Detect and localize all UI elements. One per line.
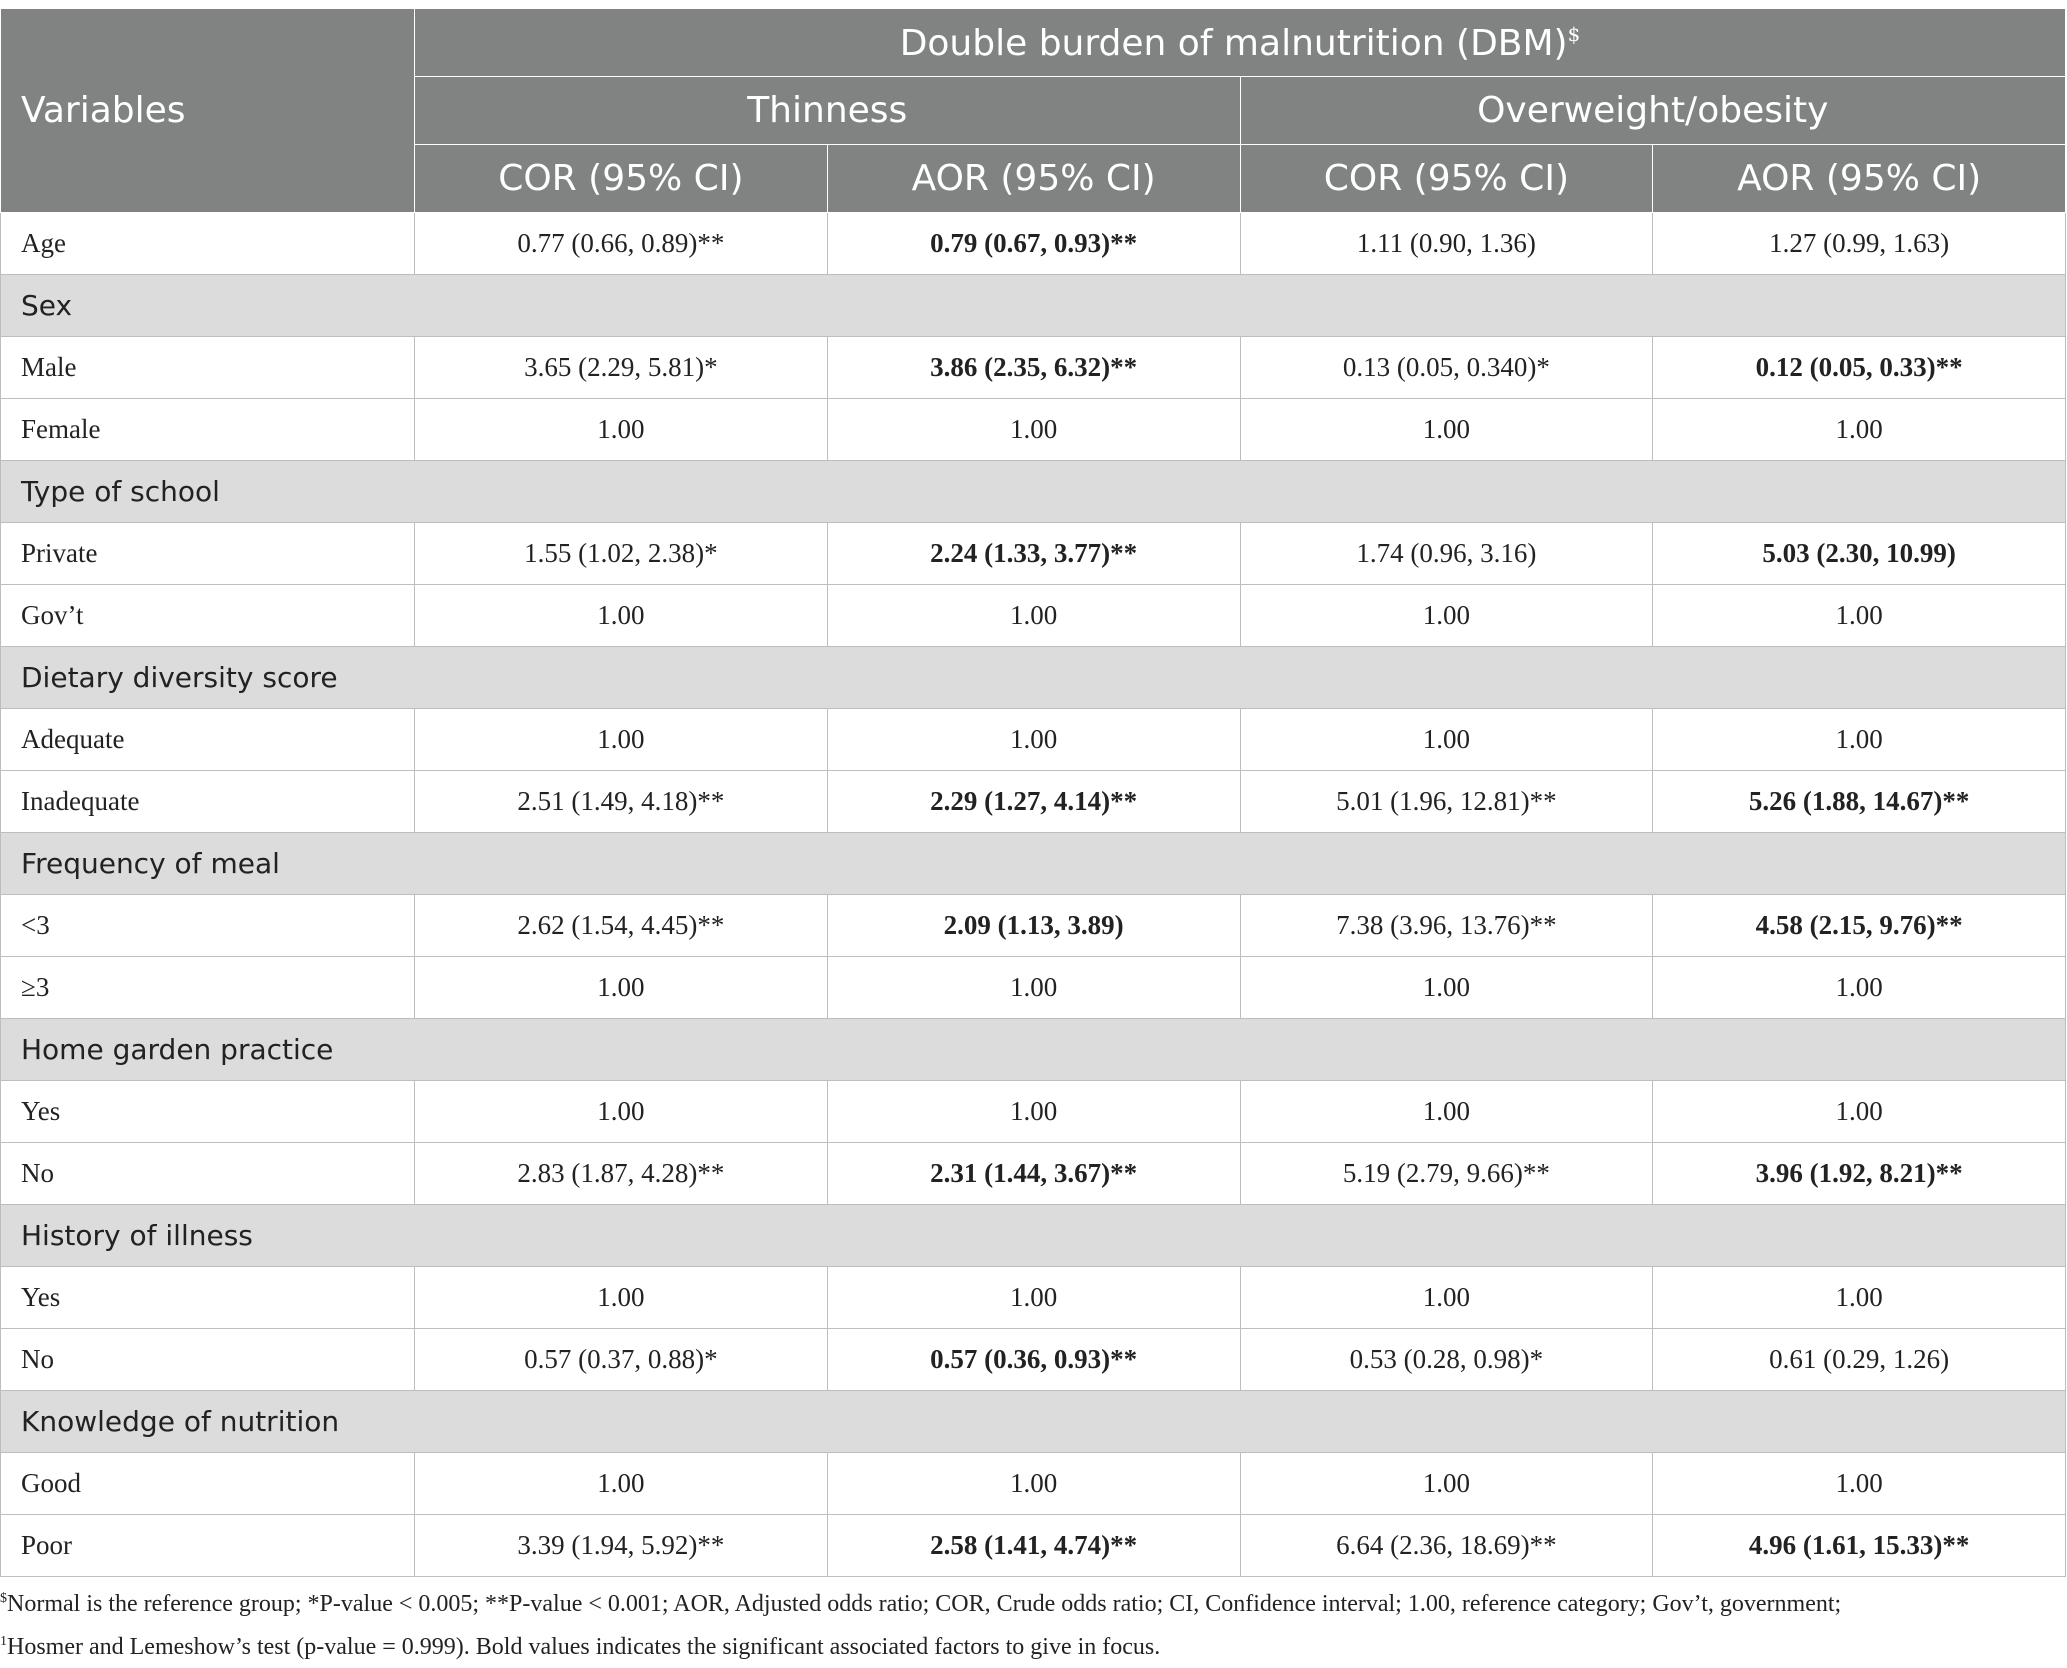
variables-header: Variables: [1, 9, 415, 213]
value-cell: 1.00: [415, 399, 828, 461]
value-cell: 1.00: [1653, 1267, 2066, 1329]
table-row: [1, 585, 2066, 647]
significant-value: 3.96 (1.92, 8.21)**: [1755, 1158, 1963, 1188]
value-cell: 1.00: [1240, 1081, 1653, 1143]
group-header-row: [1, 461, 2066, 523]
group-header-row: [1, 1391, 2066, 1453]
value-cell: 1.11 (0.90, 1.36): [1240, 213, 1653, 275]
value-cell: 1.00: [1653, 399, 2066, 461]
significant-value: 2.29 (1.27, 4.14)**: [930, 786, 1138, 816]
dbm-header: [415, 9, 2066, 77]
overweight-cor-header: COR (95% CI): [1240, 145, 1653, 213]
table-row: [1, 399, 2066, 461]
group-label: Dietary diversity score: [1, 647, 2066, 709]
table-row: [1, 1453, 2066, 1515]
footnote-mark-1: 1: [0, 1634, 7, 1649]
value-cell: 3.39 (1.94, 5.92)**: [415, 1515, 828, 1577]
value-cell: 1.55 (1.02, 2.38)*: [415, 523, 828, 585]
value-cell: [1653, 895, 2066, 957]
value-cell: [827, 895, 1240, 957]
table-row: [1, 213, 2066, 275]
value-cell: 1.00: [415, 1453, 828, 1515]
significant-value: 5.26 (1.88, 14.67)**: [1748, 786, 1970, 816]
value-cell: 1.27 (0.99, 1.63): [1653, 213, 2066, 275]
row-label: No: [1, 1143, 415, 1205]
row-label: Yes: [1, 1081, 415, 1143]
value-cell: 1.00: [1240, 399, 1653, 461]
value-cell: 1.00: [1653, 1081, 2066, 1143]
group-header-row: [1, 647, 2066, 709]
group-label: Home garden practice: [1, 1019, 2066, 1081]
value-cell: 0.77 (0.66, 0.89)**: [415, 213, 828, 275]
odds-ratio-table-container: [0, 8, 2065, 1577]
significant-value: 0.57 (0.36, 0.93)**: [930, 1344, 1138, 1374]
table-row: [1, 895, 2066, 957]
thinness-aor-header: AOR (95% CI): [827, 145, 1240, 213]
value-cell: [1653, 1143, 2066, 1205]
group-header-row: [1, 275, 2066, 337]
table-row: [1, 1329, 2066, 1391]
value-cell: [1653, 1515, 2066, 1577]
significant-value: 2.58 (1.41, 4.74)**: [930, 1530, 1138, 1560]
row-label: Gov’t: [1, 585, 415, 647]
dbm-header-text: Double burden of malnutrition (DBM): [899, 22, 1568, 64]
value-cell: 1.00: [415, 957, 828, 1019]
value-cell: 1.00: [1653, 709, 2066, 771]
table-row: [1, 1081, 2066, 1143]
significant-value: 2.31 (1.44, 3.67)**: [930, 1158, 1138, 1188]
table-row: [1, 771, 2066, 833]
value-cell: 1.00: [827, 1453, 1240, 1515]
value-cell: 7.38 (3.96, 13.76)**: [1240, 895, 1653, 957]
row-label: <3: [1, 895, 415, 957]
footnote-mark-dollar: $: [0, 1591, 7, 1606]
row-label: Inadequate: [1, 771, 415, 833]
significant-value: 3.86 (2.35, 6.32)**: [930, 352, 1138, 382]
value-cell: [1653, 771, 2066, 833]
value-cell: 1.00: [827, 709, 1240, 771]
value-cell: 1.00: [827, 1081, 1240, 1143]
value-cell: 1.00: [827, 957, 1240, 1019]
table-row: [1, 709, 2066, 771]
significant-value: 2.09 (1.13, 3.89): [943, 910, 1124, 940]
value-cell: 1.00: [827, 399, 1240, 461]
value-cell: 1.00: [1240, 1453, 1653, 1515]
value-cell: [1653, 337, 2066, 399]
value-cell: 6.64 (2.36, 18.69)**: [1240, 1515, 1653, 1577]
value-cell: 1.00: [415, 1081, 828, 1143]
significant-value: 0.79 (0.67, 0.93)**: [930, 228, 1138, 258]
value-cell: 1.00: [827, 585, 1240, 647]
value-cell: [827, 771, 1240, 833]
table-row: [1, 523, 2066, 585]
row-label: ≥3: [1, 957, 415, 1019]
table-row: [1, 1143, 2066, 1205]
value-cell: 1.00: [415, 709, 828, 771]
value-cell: [827, 1143, 1240, 1205]
significant-value: 4.96 (1.61, 15.33)**: [1748, 1530, 1970, 1560]
value-cell: [827, 523, 1240, 585]
row-label: Yes: [1, 1267, 415, 1329]
row-label: No: [1, 1329, 415, 1391]
value-cell: 1.00: [1653, 957, 2066, 1019]
dbm-header-footnote-mark: $: [1567, 21, 1581, 46]
value-cell: [827, 1329, 1240, 1391]
row-label: Female: [1, 399, 415, 461]
value-cell: 0.57 (0.37, 0.88)*: [415, 1329, 828, 1391]
value-cell: 1.00: [415, 1267, 828, 1329]
value-cell: 5.01 (1.96, 12.81)**: [1240, 771, 1653, 833]
row-label: Poor: [1, 1515, 415, 1577]
value-cell: 1.00: [827, 1267, 1240, 1329]
footnote-text-1: Normal is the reference group; *P-value < 0.005; **P-value < 0.001; AOR, Adjusted odds ratio; COR, Crude odds ratio; CI, Confidence interval; 1.00, reference category; Gov’t, government;: [7, 1591, 1842, 1617]
value-cell: [827, 1515, 1240, 1577]
value-cell: 1.00: [415, 585, 828, 647]
table-footnote: [0, 1580, 2060, 1666]
overweight-aor-header: AOR (95% CI): [1653, 145, 2066, 213]
significant-value: 5.03 (2.30, 10.99): [1762, 538, 1956, 568]
group-header-row: [1, 1019, 2066, 1081]
value-cell: 1.00: [1240, 585, 1653, 647]
value-cell: 0.53 (0.28, 0.98)*: [1240, 1329, 1653, 1391]
value-cell: 2.83 (1.87, 4.28)**: [415, 1143, 828, 1205]
value-cell: 0.61 (0.29, 1.26): [1653, 1329, 2066, 1391]
group-label: Knowledge of nutrition: [1, 1391, 2066, 1453]
group-label: Type of school: [1, 461, 2066, 523]
row-label: Male: [1, 337, 415, 399]
footnote-text-2: Hosmer and Lemeshow’s test (p-value = 0.999). Bold values indicates the significant associated factors to give in focus.: [7, 1634, 1161, 1660]
value-cell: 1.00: [1240, 957, 1653, 1019]
value-cell: 1.74 (0.96, 3.16): [1240, 523, 1653, 585]
value-cell: 1.00: [1653, 1453, 2066, 1515]
row-label: Age: [1, 213, 415, 275]
value-cell: 2.62 (1.54, 4.45)**: [415, 895, 828, 957]
group-label: History of illness: [1, 1205, 2066, 1267]
row-label: Adequate: [1, 709, 415, 771]
footnote-line-2: [0, 1623, 2060, 1666]
value-cell: 3.65 (2.29, 5.81)*: [415, 337, 828, 399]
value-cell: 1.00: [1240, 1267, 1653, 1329]
table-row: [1, 957, 2066, 1019]
table-body: [1, 213, 2066, 1577]
value-cell: [827, 337, 1240, 399]
group-label: Sex: [1, 275, 2066, 337]
value-cell: 1.00: [1240, 709, 1653, 771]
value-cell: 0.13 (0.05, 0.340)*: [1240, 337, 1653, 399]
value-cell: [827, 213, 1240, 275]
thinness-cor-header: COR (95% CI): [415, 145, 828, 213]
value-cell: 5.19 (2.79, 9.66)**: [1240, 1143, 1653, 1205]
odds-ratio-table: [0, 8, 2066, 1577]
table-header: [1, 9, 2066, 213]
footnote-line-1: [0, 1580, 2060, 1623]
group-header-row: [1, 833, 2066, 895]
row-label: Private: [1, 523, 415, 585]
value-cell: [1653, 523, 2066, 585]
group-label: Frequency of meal: [1, 833, 2066, 895]
significant-value: 4.58 (2.15, 9.76)**: [1755, 910, 1963, 940]
table-row: [1, 1515, 2066, 1577]
significant-value: 2.24 (1.33, 3.77)**: [930, 538, 1138, 568]
table-row: [1, 337, 2066, 399]
group-header-row: [1, 1205, 2066, 1267]
significant-value: 0.12 (0.05, 0.33)**: [1755, 352, 1963, 382]
row-label: Good: [1, 1453, 415, 1515]
value-cell: 1.00: [1653, 585, 2066, 647]
overweight-obesity-header: Overweight/obesity: [1240, 77, 2066, 145]
value-cell: 2.51 (1.49, 4.18)**: [415, 771, 828, 833]
table-row: [1, 1267, 2066, 1329]
thinness-header: Thinness: [415, 77, 1241, 145]
